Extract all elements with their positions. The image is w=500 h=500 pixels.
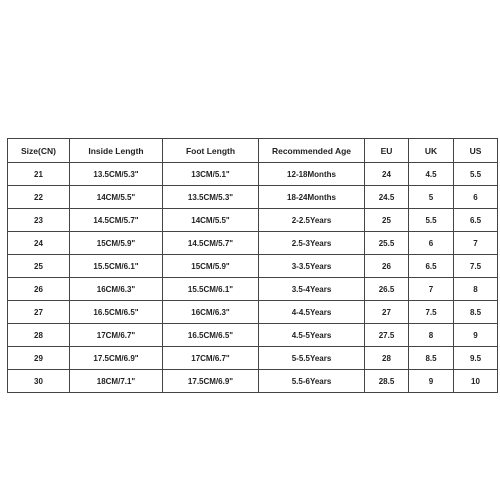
cell-eu: 25 [365, 209, 409, 232]
table-row [8, 324, 498, 347]
cell-foot-length: 14CM/5.5" [163, 209, 259, 232]
header-inside-length: Inside Length [70, 139, 163, 163]
cell-us: 8 [454, 278, 498, 301]
cell-foot-length: 15.5CM/6.1" [163, 278, 259, 301]
cell-us: 7 [454, 232, 498, 255]
cell-inside-length: 16CM/6.3" [70, 278, 163, 301]
cell-recommended-age: 4-4.5Years [259, 301, 365, 324]
table-row [8, 347, 498, 370]
cell-us: 10 [454, 370, 498, 393]
cell-inside-length: 15CM/5.9" [70, 232, 163, 255]
cell-foot-length: 13.5CM/5.3" [163, 186, 259, 209]
cell-size-cn: 28 [8, 324, 70, 347]
cell-eu: 26.5 [365, 278, 409, 301]
cell-recommended-age: 2-2.5Years [259, 209, 365, 232]
cell-size-cn: 24 [8, 232, 70, 255]
cell-recommended-age: 3.5-4Years [259, 278, 365, 301]
cell-recommended-age: 5-5.5Years [259, 347, 365, 370]
cell-recommended-age: 4.5-5Years [259, 324, 365, 347]
cell-inside-length: 17CM/6.7" [70, 324, 163, 347]
cell-eu: 24 [365, 163, 409, 186]
table-header [8, 139, 498, 163]
table-row [8, 370, 498, 393]
cell-foot-length: 13CM/5.1" [163, 163, 259, 186]
cell-size-cn: 29 [8, 347, 70, 370]
cell-us: 5.5 [454, 163, 498, 186]
header-uk: UK [409, 139, 454, 163]
cell-eu: 24.5 [365, 186, 409, 209]
cell-size-cn: 22 [8, 186, 70, 209]
table-row [8, 186, 498, 209]
cell-uk: 8.5 [409, 347, 454, 370]
cell-eu: 27.5 [365, 324, 409, 347]
cell-size-cn: 30 [8, 370, 70, 393]
cell-inside-length: 17.5CM/6.9" [70, 347, 163, 370]
header-eu: EU [365, 139, 409, 163]
cell-eu: 28 [365, 347, 409, 370]
cell-foot-length: 16CM/6.3" [163, 301, 259, 324]
cell-size-cn: 21 [8, 163, 70, 186]
cell-size-cn: 25 [8, 255, 70, 278]
cell-inside-length: 18CM/7.1" [70, 370, 163, 393]
cell-inside-length: 14.5CM/5.7" [70, 209, 163, 232]
cell-eu: 27 [365, 301, 409, 324]
cell-inside-length: 14CM/5.5" [70, 186, 163, 209]
cell-size-cn: 23 [8, 209, 70, 232]
cell-uk: 6 [409, 232, 454, 255]
cell-uk: 5 [409, 186, 454, 209]
cell-us: 6.5 [454, 209, 498, 232]
cell-inside-length: 16.5CM/6.5" [70, 301, 163, 324]
cell-recommended-age: 3-3.5Years [259, 255, 365, 278]
cell-uk: 6.5 [409, 255, 454, 278]
cell-eu: 26 [365, 255, 409, 278]
cell-us: 6 [454, 186, 498, 209]
header-foot-length: Foot Length [163, 139, 259, 163]
cell-recommended-age: 5.5-6Years [259, 370, 365, 393]
cell-uk: 7 [409, 278, 454, 301]
cell-recommended-age: 18-24Months [259, 186, 365, 209]
cell-foot-length: 17.5CM/6.9" [163, 370, 259, 393]
cell-us: 7.5 [454, 255, 498, 278]
cell-recommended-age: 2.5-3Years [259, 232, 365, 255]
cell-us: 9 [454, 324, 498, 347]
cell-uk: 8 [409, 324, 454, 347]
cell-us: 9.5 [454, 347, 498, 370]
table-row [8, 301, 498, 324]
cell-eu: 25.5 [365, 232, 409, 255]
cell-eu: 28.5 [365, 370, 409, 393]
header-recommended-age: Recommended Age [259, 139, 365, 163]
cell-foot-length: 14.5CM/5.7" [163, 232, 259, 255]
cell-size-cn: 27 [8, 301, 70, 324]
cell-uk: 4.5 [409, 163, 454, 186]
header-size-cn: Size(CN) [8, 139, 70, 163]
cell-us: 8.5 [454, 301, 498, 324]
header-row [8, 139, 498, 163]
table-row [8, 209, 498, 232]
cell-uk: 7.5 [409, 301, 454, 324]
cell-inside-length: 13.5CM/5.3" [70, 163, 163, 186]
cell-size-cn: 26 [8, 278, 70, 301]
header-us: US [454, 139, 498, 163]
table-row [8, 232, 498, 255]
cell-uk: 9 [409, 370, 454, 393]
cell-inside-length: 15.5CM/6.1" [70, 255, 163, 278]
cell-foot-length: 17CM/6.7" [163, 347, 259, 370]
table-row [8, 255, 498, 278]
cell-recommended-age: 12-18Months [259, 163, 365, 186]
cell-foot-length: 16.5CM/6.5" [163, 324, 259, 347]
cell-uk: 5.5 [409, 209, 454, 232]
cell-foot-length: 15CM/5.9" [163, 255, 259, 278]
table-body [8, 163, 498, 393]
size-chart-table [7, 138, 498, 393]
table-row [8, 163, 498, 186]
table-row [8, 278, 498, 301]
